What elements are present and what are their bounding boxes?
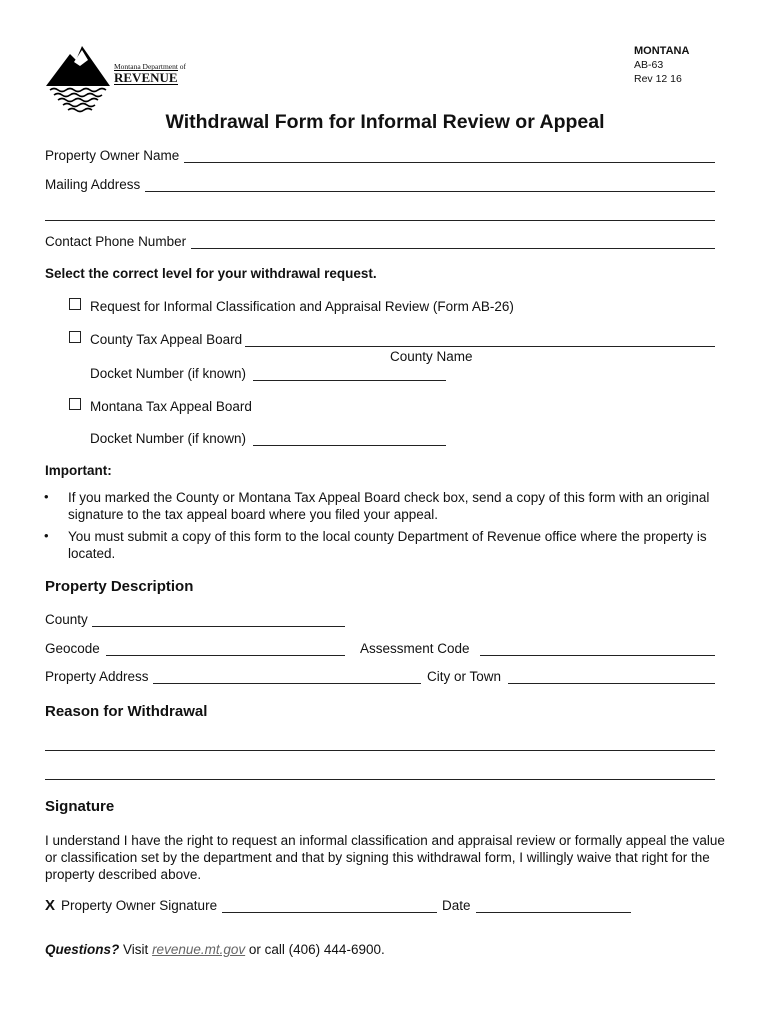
form-state: MONTANA: [634, 45, 690, 57]
mailing-address-field-line-2[interactable]: [45, 220, 715, 221]
visit-text: Visit: [123, 942, 149, 957]
phone-field[interactable]: [191, 248, 715, 249]
county-label: County: [45, 612, 88, 627]
county-docket-field[interactable]: [253, 380, 446, 381]
property-address-label: Property Address: [45, 669, 149, 684]
mailing-address-label: Mailing Address: [45, 177, 141, 192]
informal-review-checkbox[interactable]: [69, 298, 81, 310]
assessment-code-label: Assessment Code: [360, 641, 470, 656]
owner-name-field[interactable]: [184, 162, 715, 163]
mountain-logo-icon: [44, 44, 114, 114]
call-text: or call (406) 444-6900.: [248, 942, 385, 957]
assessment-code-field[interactable]: [480, 655, 715, 656]
county-name-caption: County Name: [390, 349, 473, 364]
logo-revenue-text: REVENUE: [114, 70, 178, 85]
property-description-heading: Property Description: [45, 578, 194, 595]
reason-field-line-2[interactable]: [45, 779, 715, 780]
state-board-checkbox[interactable]: [69, 398, 81, 410]
informal-review-label: Request for Informal Classification and Appraisal Review (Form AB-26): [90, 299, 514, 314]
state-board-label: Montana Tax Appeal Board: [90, 399, 252, 414]
signature-field[interactable]: [222, 912, 437, 913]
state-docket-field[interactable]: [253, 445, 446, 446]
signature-label: Property Owner Signature: [61, 898, 218, 913]
state-docket-label: Docket Number (if known): [90, 431, 247, 446]
signature-x-mark: X: [45, 897, 56, 914]
county-board-label: County Tax Appeal Board: [90, 332, 243, 347]
county-name-field[interactable]: [245, 346, 715, 347]
date-field[interactable]: [476, 912, 631, 913]
owner-name-label: Property Owner Name: [45, 148, 180, 163]
form-id-block: [634, 44, 689, 86]
department-logo: [44, 44, 194, 114]
county-docket-label: Docket Number (if known): [90, 366, 247, 381]
important-bullet-1: If you marked the County or Montana Tax Appeal Board check box, send a copy of this form with an original signature to the tax appeal board where you filed your appeal.: [68, 490, 710, 522]
signature-statement: I understand I have the right to request an informal classification and appraisal review or formally appeal the value or classification set by the department and that by signing this withdrawal form, I willingly waive that right for the property described above.: [45, 833, 725, 882]
revenue-website-link[interactable]: revenue.mt.gov: [152, 942, 246, 957]
date-label: Date: [442, 898, 471, 913]
bullet-marker: •: [44, 528, 49, 543]
city-field[interactable]: [508, 683, 715, 684]
city-label: City or Town: [427, 669, 502, 684]
reason-field-line-1[interactable]: [45, 750, 715, 751]
important-heading: Important:: [45, 463, 112, 478]
phone-label: Contact Phone Number: [45, 234, 187, 249]
bullet-marker: •: [44, 489, 49, 504]
mailing-address-field[interactable]: [145, 191, 715, 192]
level-heading: Select the correct level for your withdrawal request.: [45, 266, 377, 281]
county-board-checkbox[interactable]: [69, 331, 81, 343]
page-title: Withdrawal Form for Informal Review or Appeal: [165, 111, 605, 133]
form-revision: Rev 12 16: [634, 73, 682, 85]
geocode-label: Geocode: [45, 641, 100, 656]
county-field[interactable]: [92, 626, 345, 627]
property-address-field[interactable]: [153, 683, 421, 684]
signature-heading: Signature: [45, 798, 115, 815]
important-bullet-2: You must submit a copy of this form to the local county Department of Revenue office where the property is located.: [68, 529, 707, 561]
footer-contact: [45, 942, 385, 957]
reason-heading: Reason for Withdrawal: [45, 703, 208, 720]
geocode-field[interactable]: [106, 655, 345, 656]
questions-label: Questions?: [45, 942, 120, 957]
logo-department-line: Montana Department of: [114, 62, 187, 71]
form-number: AB-63: [634, 59, 664, 71]
